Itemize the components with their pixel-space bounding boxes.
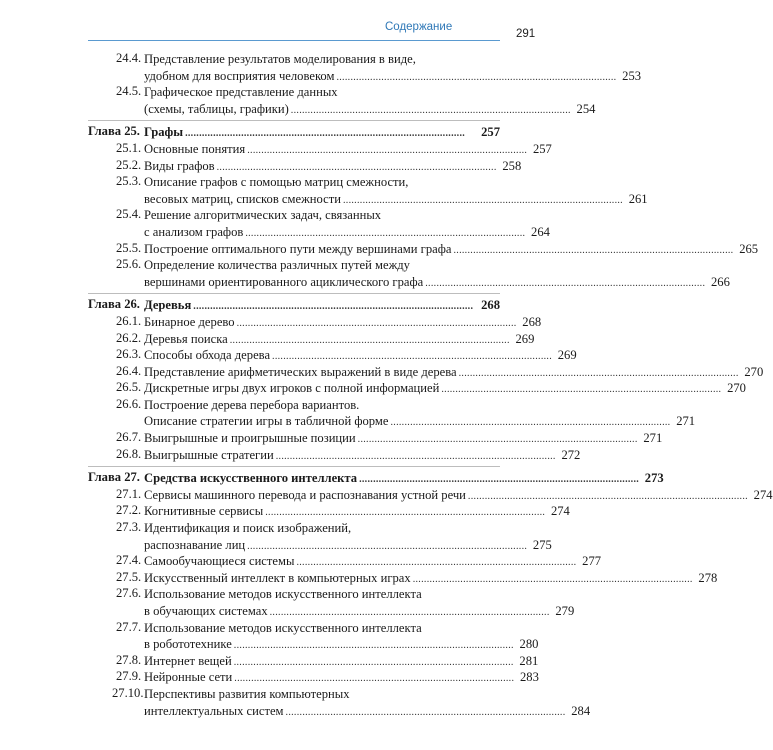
toc-entry-page: 257 [532,141,552,156]
toc-chapter-title: Средства искусственного интеллекта [144,471,358,486]
toc-entry-page: 269 [515,331,535,346]
toc-entry-page: 278 [698,570,718,585]
toc-entry[interactable] [88,586,575,619]
toc-entry-page: 280 [519,637,539,652]
toc-entry-title: Виды графов [144,158,215,173]
toc-entry-number: 24.4. [116,51,142,65]
toc-entry-number: 26.4. [116,363,142,378]
toc-entry-title: Основные понятия [144,141,246,156]
toc-entry-number: 26.6. [116,396,142,411]
toc-entry[interactable] [88,347,577,364]
toc-entry-number: 27.6. [116,586,142,601]
toc-entry-number: 25.2. [116,157,142,172]
toc-entry-title-cont: распознавание лиц [144,537,246,552]
toc-entry-title: Самообучающиеся системы [144,554,295,569]
toc-entry[interactable] [88,84,596,117]
toc-entry[interactable] [88,520,552,553]
toc-entry-number: 27.7. [116,619,142,634]
toc-entry-number: 26.5. [116,380,142,395]
toc-chapter[interactable] [88,470,664,487]
toc-entry-title: Описание графов с помощью матриц смежности, [144,175,409,190]
toc-entry-page: 274 [550,504,570,519]
chapter-divider [88,466,500,467]
toc-entry[interactable] [88,446,581,464]
toc-entry-number: 27.1. [116,486,142,501]
toc-chapter-number: Глава 25. [88,124,140,139]
toc-entry-number: 25.6. [116,257,142,272]
toc-entry-page: 271 [643,431,663,446]
toc-entry-number: 26.8. [116,446,142,461]
toc-entry-number: 27.5. [116,569,142,584]
toc-entry-number: 27.9. [116,669,142,684]
toc-entry-page: 277 [582,554,602,569]
toc-entry-title: Идентификация и поиск изображений, [144,521,352,536]
toc-entry-title: Выигрышные и проигрышные позиции [144,431,356,446]
toc-entry[interactable] [88,652,539,670]
toc-entry-title: Представление арифметических выражений в виде дерева [144,364,457,379]
toc-entry-title: Деревья поиска [144,331,228,346]
toc-entry-title-cont: в обучающих системах [144,604,268,618]
toc-entry-page: 268 [522,314,542,329]
toc-entry-page: 270 [744,364,764,379]
toc-entry-title-cont: (схемы, таблицы, графики) [144,101,289,116]
toc-entry-title: Определение количества различных путей между [144,258,410,273]
toc-entry[interactable] [88,174,648,207]
toc-entry-page: 281 [519,653,539,668]
toc-entry-page: 284 [571,703,591,718]
toc-entry-page: 254 [576,101,596,116]
toc-entry-page: 279 [555,604,575,618]
toc-entry-title-cont: интеллектуальных систем [144,703,284,718]
toc-entry[interactable] [88,240,759,258]
toc-entry[interactable] [88,619,539,653]
toc-entry-number: 27.4. [116,553,142,568]
toc-entry[interactable] [88,503,570,520]
toc-entry-title: Решение алгоритмических задач, связанных [144,208,382,223]
toc-entry-title: Перспективы развития компьютерных [144,686,350,701]
toc-entry-title: Интернет вещей [144,653,232,668]
toc-entry-title: Построение дерева перебора вариантов. [144,397,360,412]
toc-entry-title-cont: удобном для восприятия человеком [144,68,335,83]
toc-chapter-number: Глава 26. [88,297,140,312]
toc-entry[interactable] [88,257,730,290]
toc-entry-title: Использование методов искусственного интеллекта [144,620,422,635]
toc-entry-number: 25.3. [116,174,142,189]
toc-entry-title: Графическое представление данных [144,85,338,100]
toc-entry-number: 25.5. [116,240,142,255]
toc-entry-page: 271 [676,414,696,429]
table-of-contents [88,51,773,719]
toc-entry-page: 266 [710,274,730,289]
toc-entry-page: 269 [557,348,577,363]
toc-entry-title: Построение оптимального пути между вершинами графа [144,241,452,256]
toc-chapter[interactable] [88,297,500,314]
toc-entry[interactable] [88,330,535,348]
toc-chapter-page: 257 [481,125,500,140]
toc-entry-number: 25.4. [116,207,142,222]
toc-entry-number: 27.8. [116,652,142,667]
toc-entry-number: 27.3. [116,520,142,535]
running-header-title: Содержание [385,21,453,33]
toc-entry-title: Искусственный интеллект в компьютерных играх [144,570,411,585]
toc-entry-page: 275 [532,537,552,552]
header-rule [88,40,500,41]
toc-entry-title: Способы обхода дерева [144,348,271,363]
toc-entry[interactable] [88,140,552,158]
toc-entry[interactable] [88,553,602,570]
chapter-divider [88,120,500,121]
toc-entry-title-cont: весовых матриц, списков смежности [144,191,341,206]
toc-entry-number: 26.3. [116,347,142,362]
toc-entry-page: 258 [502,158,522,173]
toc-chapter-number: Глава 27. [88,470,140,485]
toc-entry-page: 270 [727,381,746,396]
toc-entry[interactable] [88,396,696,430]
toc-entry-title: Нейронные сети [144,670,233,685]
toc-entry-title: Когнитивные сервисы [144,504,264,519]
toc-entry-page: 283 [520,670,539,685]
toc-chapter-title: Графы [144,125,184,140]
toc-entry[interactable] [88,207,550,240]
toc-entry-page: 261 [628,191,648,206]
toc-chapter-page: 268 [481,298,500,313]
page-number: 291 [516,28,536,40]
toc-entry-page: 265 [739,241,759,256]
toc-entry-title-cont: в робототехнике [144,637,232,652]
toc-entry-title: Бинарное дерево [144,314,235,329]
toc-entry-page: 272 [561,447,581,462]
toc-entry[interactable] [88,51,642,84]
toc-entry[interactable] [88,569,718,587]
toc-chapter[interactable] [88,124,500,141]
toc-entry-page: 264 [531,224,550,239]
toc-entry-title-cont: с анализом графов [144,224,244,239]
toc-entry-title: Использование методов искусственного интеллекта [144,587,422,602]
toc-entry-number: 25.1. [116,140,142,155]
toc-entry[interactable] [88,363,764,381]
toc-entry-number: 24.5. [116,84,142,99]
toc-entry[interactable] [88,430,663,447]
toc-entry-page: 274 [753,487,773,502]
toc-entry-number: 26.1. [116,313,142,328]
toc-entry-title: Дискретные игры двух игроков с полной информацией [144,381,440,396]
toc-entry-title: Представление результатов моделирования в виде, [144,52,416,66]
toc-entry[interactable] [88,380,746,397]
toc-entry-number: 26.7. [116,430,142,445]
toc-entry-title: Выигрышные стратегии [144,447,274,462]
toc-entry[interactable] [88,157,522,175]
toc-entry-number: 26.2. [116,330,142,345]
toc-entry-number: 27.10. [112,685,144,700]
chapter-divider [88,293,500,294]
toc-entry-page: 253 [622,68,642,83]
toc-entry[interactable] [88,486,773,504]
toc-entry-title-cont: Описание стратегии игры в табличной форме [144,414,389,429]
toc-entry-number: 27.2. [116,503,142,518]
toc-entry-title: Сервисы машинного перевода и распознавания устной речи [144,487,466,502]
toc-entry[interactable] [88,669,539,686]
toc-chapter-page: 273 [644,471,664,486]
toc-chapter-title: Деревья [144,298,192,313]
toc-entry-title-cont: вершинами ориентированного ациклического графа [144,274,424,289]
toc-entry[interactable] [88,313,542,331]
toc-entry[interactable] [88,685,591,719]
